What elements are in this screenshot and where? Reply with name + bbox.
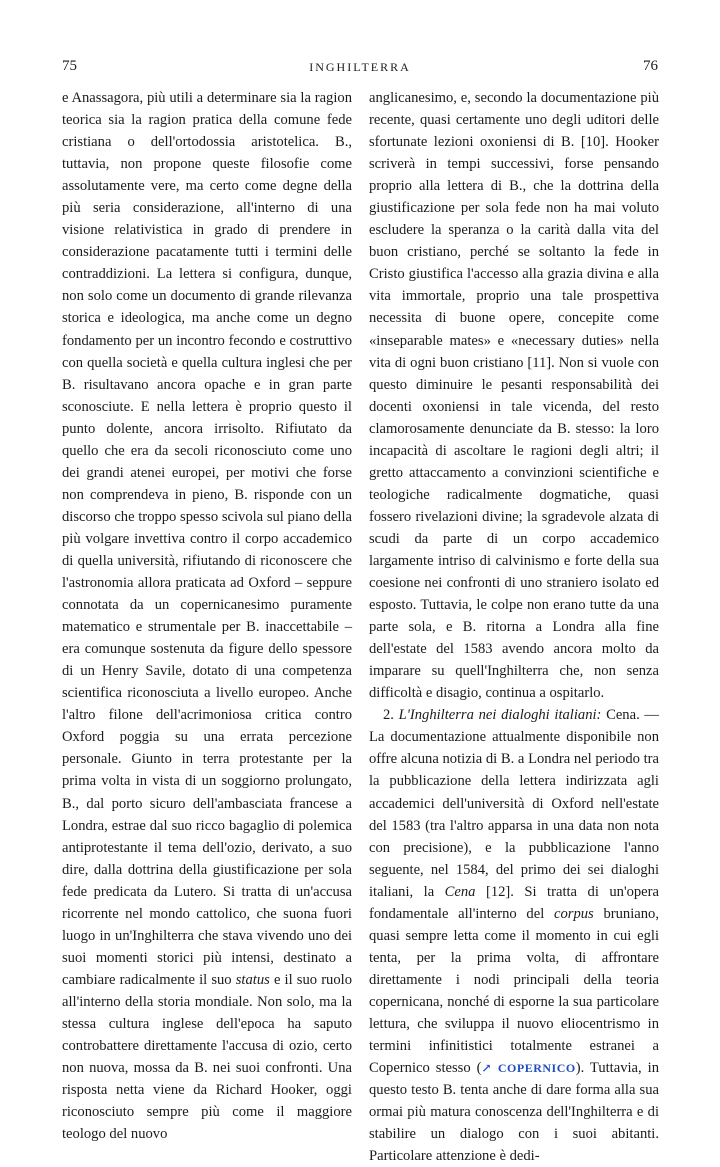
status-term: status <box>235 971 270 988</box>
cena-title: Cena <box>444 883 476 900</box>
right-text-a: — La documentazione attualmente disponibile non offre alcuna notizia di B. a Londra nel periodo tra la pubblicazione della lettera indirizzata agli accademici dell'università di Oxford nell'estate del 1583 (tra l'altro apparsa in una data non nota con precisione), e la pubblicazione l'anno seguente, nel 1584, del primo dei sei dialoghi italiani, la <box>369 707 659 900</box>
right-column <box>369 87 659 1167</box>
page-header <box>0 58 720 82</box>
section-number: 2. <box>383 707 394 724</box>
page-number-left: 75 <box>62 58 77 74</box>
left-text-b: e il suo ruolo all'interno della storia mondiale. Non solo, ma la stessa cultura inglese dell'epoca ha saputo controbattere direttamente l'accusa di ozio, certo non nuova, mossa da B. nei suoi confronti. Una risposta netta viene da Richard Hooker, oggi riconosciuto sempre più come il maggiore teologo del nuovo <box>62 971 353 1143</box>
section-title: L'Inghilterra nei dialoghi italiani: <box>398 707 602 724</box>
xref-label: COPERNICO <box>497 1061 576 1076</box>
copernico-cross-reference-link[interactable] <box>481 1061 575 1075</box>
corpus-term: corpus <box>554 905 594 922</box>
left-paragraph <box>62 87 352 1145</box>
right-text-b: [12]. Si tratta di un'opera fondamentale all'interno del <box>369 883 659 922</box>
running-title: INGHILTERRA <box>309 60 411 74</box>
right-text-d: ). Tuttavia, in questo testo B. tenta anche di dare forma alla sua ormai più matura conoscenza dell'Inghilterra e di stabilire un dialogo con i suoi abitanti. Particolare attenzione è dedi- <box>369 1060 660 1165</box>
page-number-right: 76 <box>643 58 658 74</box>
section-subtitle: Cena. <box>606 707 640 724</box>
left-column <box>62 87 352 1145</box>
right-text-c: bruniano, quasi sempre letta come il momento in cui egli tenta, per la prima volta, di affrontare direttamente i nodi principali della teoria copernicana, nonché di esporne la sua particolare lettura, che sviluppa il nuovo eliocentrismo in termini infinitistici totalmente estranei a Copernico stesso ( <box>369 905 659 1077</box>
arrow-up-right-icon: ↗ <box>481 1061 493 1076</box>
right-paragraph-1: anglicanesimo, e, secondo la documentazione più recente, quasi certamente uno degli uditori delle sfortunate lezioni oxoniensi di B. [10]. Hooker scriverà in tempi successivi, forse pensando proprio alla lettera di B., che la dottrina della giustificazione per sola fede non ha mai voluto escludere la speranza o la carità dalla vita del buon cristiano, perché se soltanto la fede in Cristo giustifica l'accesso alla grazia divina e alla vita immortale, proprio una tale prospettiva necessita di buone opere, concepite come «inseparable mates» e «necessary duties» nella vita di ogni buon cristiano [11]. Non si vuole con questo diminuire le pesanti responsabilità dei docenti oxoniensi in tale vicenda, del resto clamorosamente denunciate da B. stesso: la loro incapacità di ascoltare le ragioni degli altri; il gretto attaccamento a convinzioni scientifiche e teologiche radicalmente dogmatiche, quasi fossero rivelazioni divine; la sgradevole alzata di scudi da parte di un corpo accademico largamente intriso di calvinismo e forte della sua coesione nei confronti di uno straniero isolato ed esposto. Tuttavia, le colpe non erano tutte da una parte sola, e B. ritorna a Londra alla fine dell'estate del 1583 avendo ancora molto da imparare su quell'Inghilterra che, non senza difficoltà e disagio, continua a ospitarlo. <box>369 90 659 702</box>
right-paragraph-2 <box>369 704 659 1167</box>
left-text-a: e Anassagora, più utili a determinare sia la ragion teorica sia la ragion pratica della comune fede cristiana o dell'ortodossia aristotelica. B., tuttavia, non propone queste filosofie come assolutamente vere, ma certo come degne della più seria considerazione, all'interno di una visione relativistica in grado di prendere in considerazione pacatamente tutti i termini delle contraddizioni. La lettera si configura, dunque, non solo come un documento di grande rilevanza storica e ideologica, ma anche come un degno fondamento per un incontro fecondo e costruttivo con quella società e quella cultura inglesi che per B. risultavano ancora opache e in gran parte sconosciute. E nella lettera è proprio questo il punto dolente, ancora irrisolto. Rifiutato da quello che era da secoli riconosciuto come uno dei grandi atenei europei, per motivi che forse non comprendeva in pieno, B. risponde con un discorso che troppo spesso scivola sul piano della più volgare invettiva contro il corpo accademico di quella università, rifiutando di riconoscere che l'astronomia allora praticata ad Oxford – seppure connotata da un copernicanesimo puramente matematico e strumentale per B. inaccettabile – era comunque sostenuta da figure dello spessore di un Henry Savile, dotato di una competenza scientifica riconosciuta a livello europeo. Anche l'altro filone dell'acrimoniosa critica contro Oxford poggia su una errata percezione personale. Giunto in terra protestante per la prima volta in vista di un soggiorno prolungato, B., dal porto sicuro dell'ambasciata francese a Londra, estrae dal suo ricco bagaglio di polemica antiprotestante il tema dell'ozio, derivato, a suo dire, dalla dottrina della giustificazione per sola fede predicata da Lutero. Si tratta di un'accusa ricorrente nel mondo cattolico, che suona fuori luogo in un'Inghilterra che stava vivendo uno dei suoi momenti storici più intensi, destinato a cambiare radicalmente il suo <box>62 90 352 988</box>
